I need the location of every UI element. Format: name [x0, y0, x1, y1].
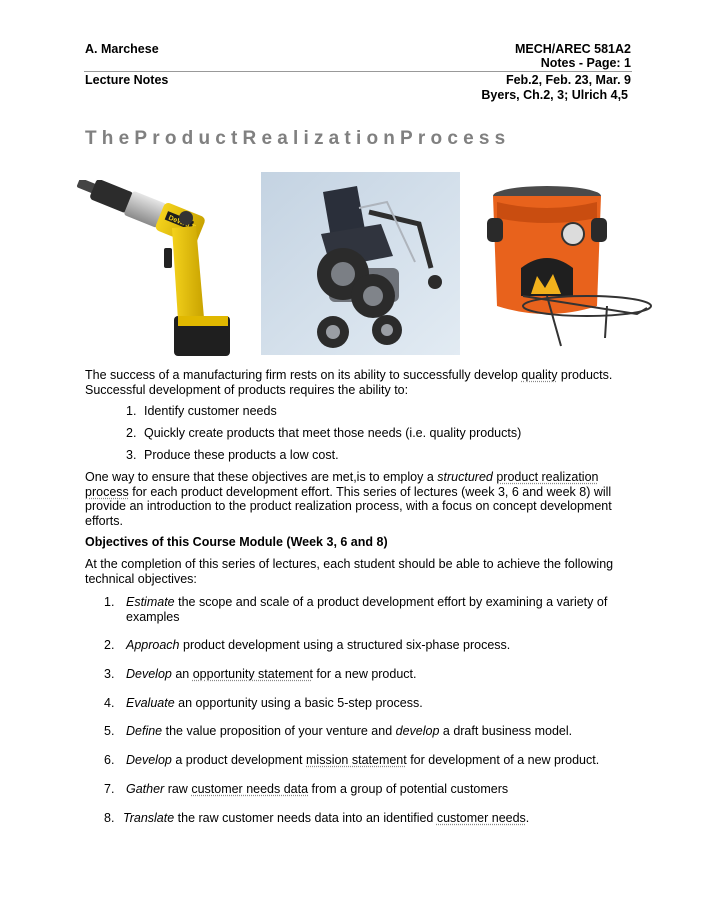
intro-text-a: The success of a manufacturing firm rests on its ability to successfully develop — [85, 368, 522, 382]
customer-needs-link[interactable]: customer needs — [436, 811, 526, 825]
author-name: A. Marchese — [85, 42, 159, 56]
intro-text-b: products. Successful development of products requires the ability to: — [85, 368, 613, 397]
objective-item-5: 5. Define the value proposition of your venture and develop a draft business model. — [104, 724, 573, 738]
objective-item-6: 6. Develop a product development mission statement for development of a new product. — [104, 753, 600, 767]
lecture-dates: Feb.2, Feb. 23, Mar. 9 — [505, 73, 631, 87]
cordless-screwdriver-image — [68, 180, 248, 360]
objective-item-8: 8. Translate the raw customer needs data into an identified customer needs. — [104, 811, 530, 825]
wheelchair-image — [261, 172, 460, 355]
course-code: MECH/AREC 581A2 — [514, 42, 631, 56]
objective-item-7: 7. Gather raw customer needs data from a group of potential customers — [104, 782, 509, 796]
product-realization-process-link[interactable]: product realization process — [85, 470, 599, 499]
objective-item-3: 3. Develop an opportunity statement for a new product. — [104, 667, 417, 681]
intro-paragraph — [85, 368, 633, 397]
ability-item-2: 2. Quickly create products that meet those needs (i.e. quality products) — [126, 426, 522, 440]
header-rule — [84, 71, 632, 72]
objective-item-1-cont: examples — [126, 610, 180, 624]
quality-link[interactable]: quality — [521, 368, 558, 382]
objective-item-4: 4. Evaluate an opportunity using a basic 5-step process. — [104, 696, 423, 710]
opportunity-statement-link[interactable]: opportunity statement — [192, 667, 313, 681]
objectives-intro: At the completion of this series of lectures, each student should be able to achieve the following technical objectives: — [85, 557, 614, 586]
ability-item-3: 3. Produce these products a low cost. — [126, 448, 339, 462]
objectives-heading: Objectives of this Course Module (Week 3, 6 and 8) — [85, 535, 388, 549]
page-label: Notes - Page: 1 — [540, 56, 631, 70]
objective-item-2: 2. Approach product development using a structured six-phase process. — [104, 638, 511, 652]
page-title: TheProductRealizationProcess — [85, 128, 511, 149]
objective-item-1: 1. Estimate the scope and scale of a product development effort by examining a variety of — [104, 595, 608, 609]
readings: Byers, Ch.2, 3; Ulrich 4,5 — [481, 88, 628, 102]
doc-type: Lecture Notes — [85, 73, 169, 87]
customer-needs-data-link[interactable]: customer needs data — [191, 782, 309, 796]
ability-item-1: 1. Identify customer needs — [126, 404, 277, 418]
process-paragraph: One way to ensure that these objectives are met,is to employ a structured product realization process for each product development effort. This series of lectures (week 3, 6 and week 8) will provide an introduction to the product realization process, with a focus on concept development efforts. — [85, 470, 612, 528]
cookstove-image — [487, 178, 653, 348]
mission-statement-link[interactable]: mission statement — [306, 753, 407, 767]
structured-emphasis: structured — [437, 470, 493, 484]
